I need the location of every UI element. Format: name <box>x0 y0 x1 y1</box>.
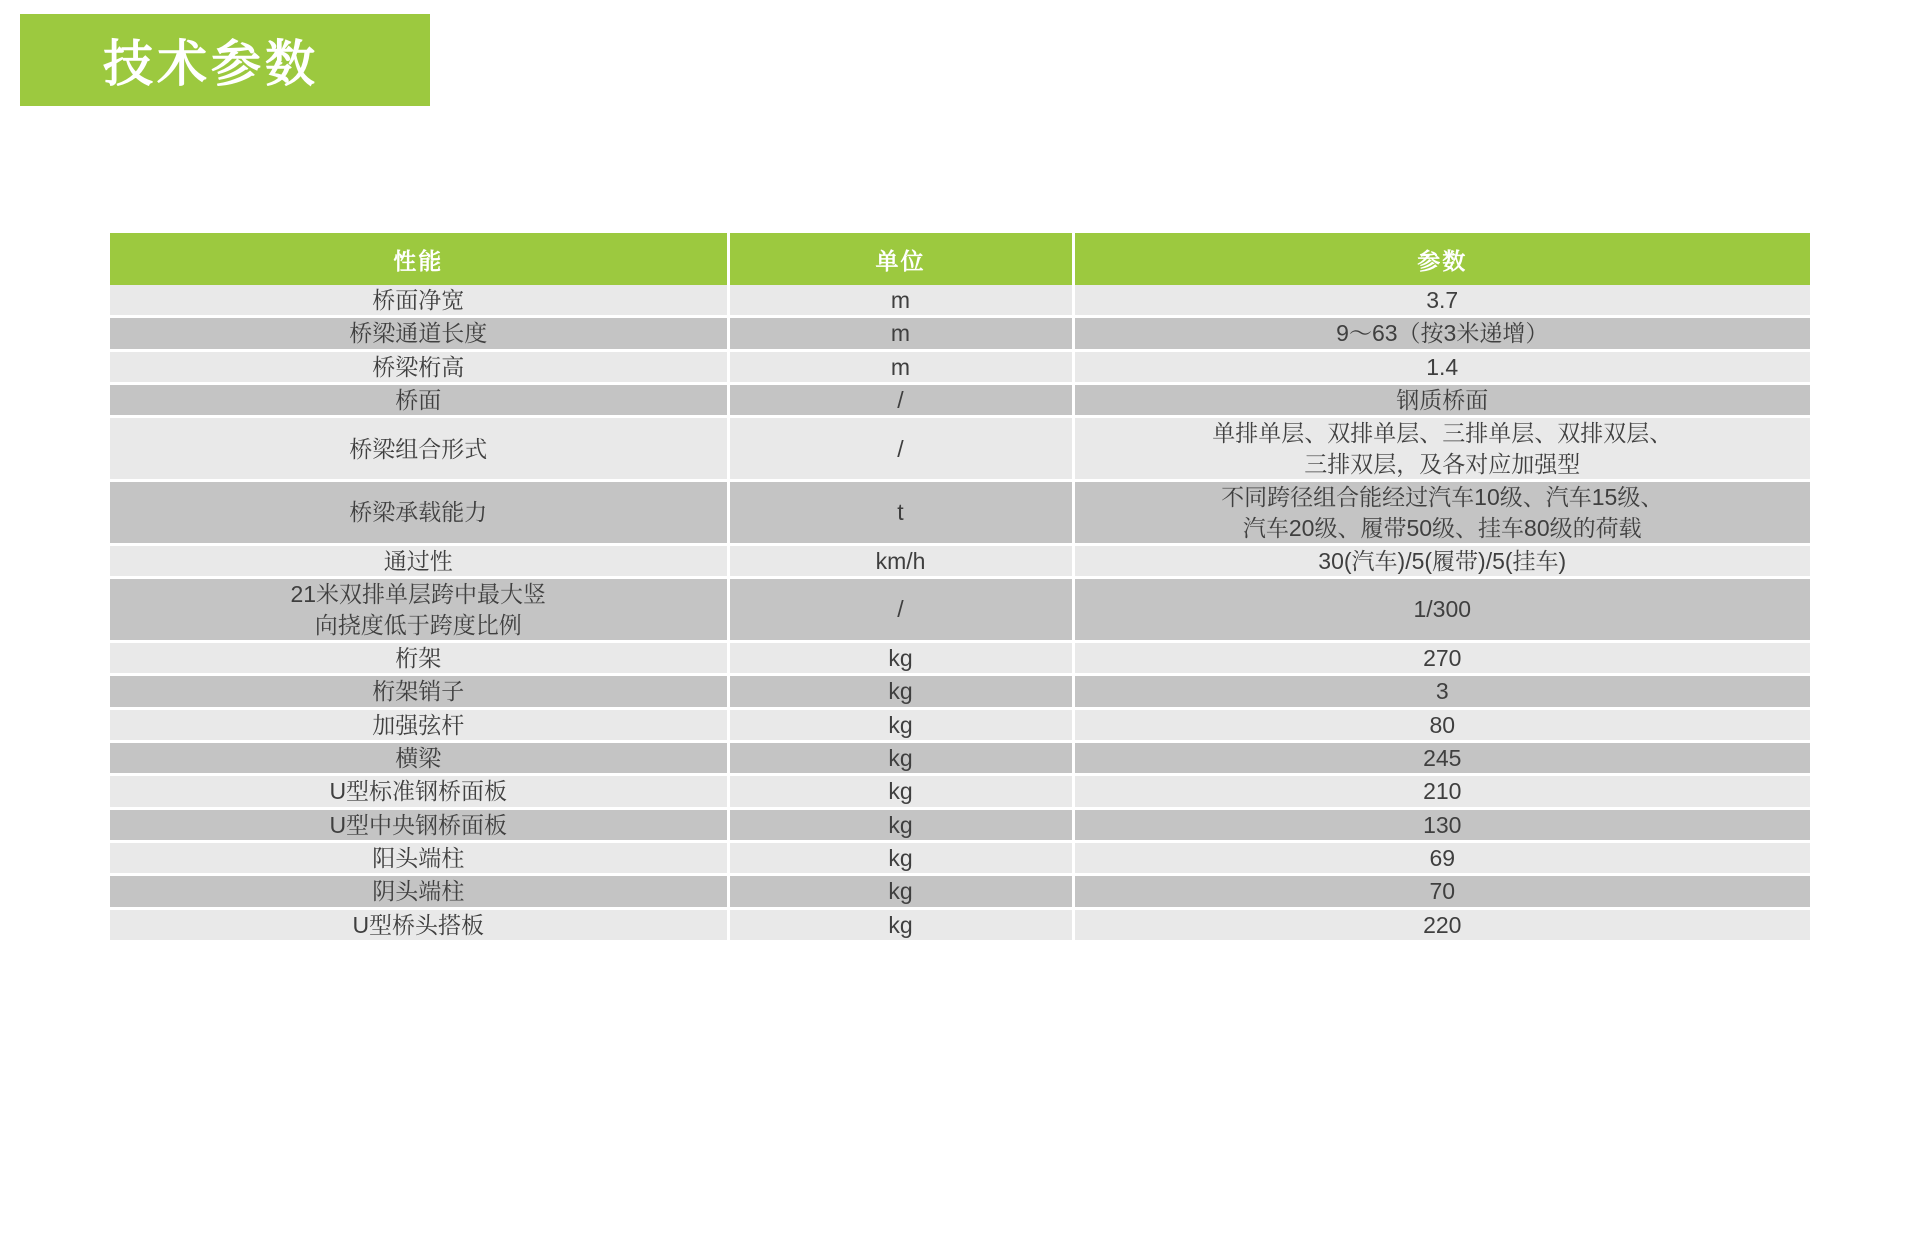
cell-unit: t <box>728 481 1073 545</box>
table-row <box>110 578 1810 642</box>
column-header-parameter: 参数 <box>1073 233 1810 285</box>
cell-performance: 桥梁通道长度 <box>110 317 728 350</box>
table-row <box>110 675 1810 708</box>
cell-parameter: 不同跨径组合能经过汽车10级、汽车15级、 汽车20级、履带50级、挂车80级的荷载 <box>1073 481 1810 545</box>
cell-performance: 加强弦杆 <box>110 708 728 741</box>
cell-parameter: 3.7 <box>1073 285 1810 317</box>
cell-performance: 横梁 <box>110 742 728 775</box>
cell-performance: U型标准钢桥面板 <box>110 775 728 808</box>
cell-unit: kg <box>728 641 1073 674</box>
cell-unit: / <box>728 417 1073 481</box>
cell-parameter: 270 <box>1073 641 1810 674</box>
cell-performance: U型中央钢桥面板 <box>110 808 728 841</box>
cell-parameter: 69 <box>1073 842 1810 875</box>
cell-performance: 阴头端柱 <box>110 875 728 908</box>
cell-performance: 桁架 <box>110 641 728 674</box>
technical-parameters-table <box>110 233 1810 943</box>
cell-parameter: 30(汽车)/5(履带)/5(挂车) <box>1073 544 1810 577</box>
cell-unit: km/h <box>728 544 1073 577</box>
cell-parameter: 1/300 <box>1073 578 1810 642</box>
table-row <box>110 808 1810 841</box>
cell-unit: kg <box>728 842 1073 875</box>
cell-unit: kg <box>728 908 1073 941</box>
cell-performance: 桁架销子 <box>110 675 728 708</box>
cell-parameter: 单排单层、双排单层、三排单层、双排双层、 三排双层，及各对应加强型 <box>1073 417 1810 481</box>
cell-performance: 21米双排单层跨中最大竖 向挠度低于跨度比例 <box>110 578 728 642</box>
cell-parameter: 3 <box>1073 675 1810 708</box>
cell-unit: m <box>728 317 1073 350</box>
cell-unit: kg <box>728 675 1073 708</box>
cell-performance: 桥梁组合形式 <box>110 417 728 481</box>
cell-parameter: 245 <box>1073 742 1810 775</box>
cell-unit: / <box>728 578 1073 642</box>
table-row <box>110 641 1810 674</box>
table-row <box>110 842 1810 875</box>
table-row <box>110 350 1810 383</box>
cell-performance: 桥梁承载能力 <box>110 481 728 545</box>
page-title: 技术参数 <box>103 36 319 92</box>
table-row <box>110 384 1810 417</box>
cell-unit: m <box>728 285 1073 317</box>
cell-parameter: 70 <box>1073 875 1810 908</box>
table-row <box>110 285 1810 317</box>
cell-performance: 桥面 <box>110 384 728 417</box>
spec-table-container <box>110 233 1810 943</box>
table-row <box>110 775 1810 808</box>
cell-performance: 桥梁桁高 <box>110 350 728 383</box>
table-row <box>110 708 1810 741</box>
cell-unit: kg <box>728 708 1073 741</box>
cell-unit: / <box>728 384 1073 417</box>
cell-parameter: 9～63（按3米递增） <box>1073 317 1810 350</box>
table-row <box>110 875 1810 908</box>
table-body <box>110 285 1810 942</box>
cell-unit: kg <box>728 808 1073 841</box>
column-header-performance: 性能 <box>110 233 728 285</box>
cell-performance: 通过性 <box>110 544 728 577</box>
page-title-banner <box>20 14 430 106</box>
cell-unit: kg <box>728 775 1073 808</box>
table-row <box>110 908 1810 941</box>
cell-parameter: 钢质桥面 <box>1073 384 1810 417</box>
table-row <box>110 544 1810 577</box>
table-row <box>110 742 1810 775</box>
cell-unit: kg <box>728 875 1073 908</box>
table-header <box>110 233 1810 285</box>
cell-performance: 阳头端柱 <box>110 842 728 875</box>
table-row <box>110 481 1810 545</box>
cell-parameter: 1.4 <box>1073 350 1810 383</box>
table-row <box>110 417 1810 481</box>
cell-unit: m <box>728 350 1073 383</box>
cell-parameter: 210 <box>1073 775 1810 808</box>
cell-parameter: 220 <box>1073 908 1810 941</box>
column-header-unit: 单位 <box>728 233 1073 285</box>
table-header-row <box>110 233 1810 285</box>
cell-performance: U型桥头搭板 <box>110 908 728 941</box>
cell-parameter: 130 <box>1073 808 1810 841</box>
table-row <box>110 317 1810 350</box>
cell-performance: 桥面净宽 <box>110 285 728 317</box>
cell-unit: kg <box>728 742 1073 775</box>
cell-parameter: 80 <box>1073 708 1810 741</box>
